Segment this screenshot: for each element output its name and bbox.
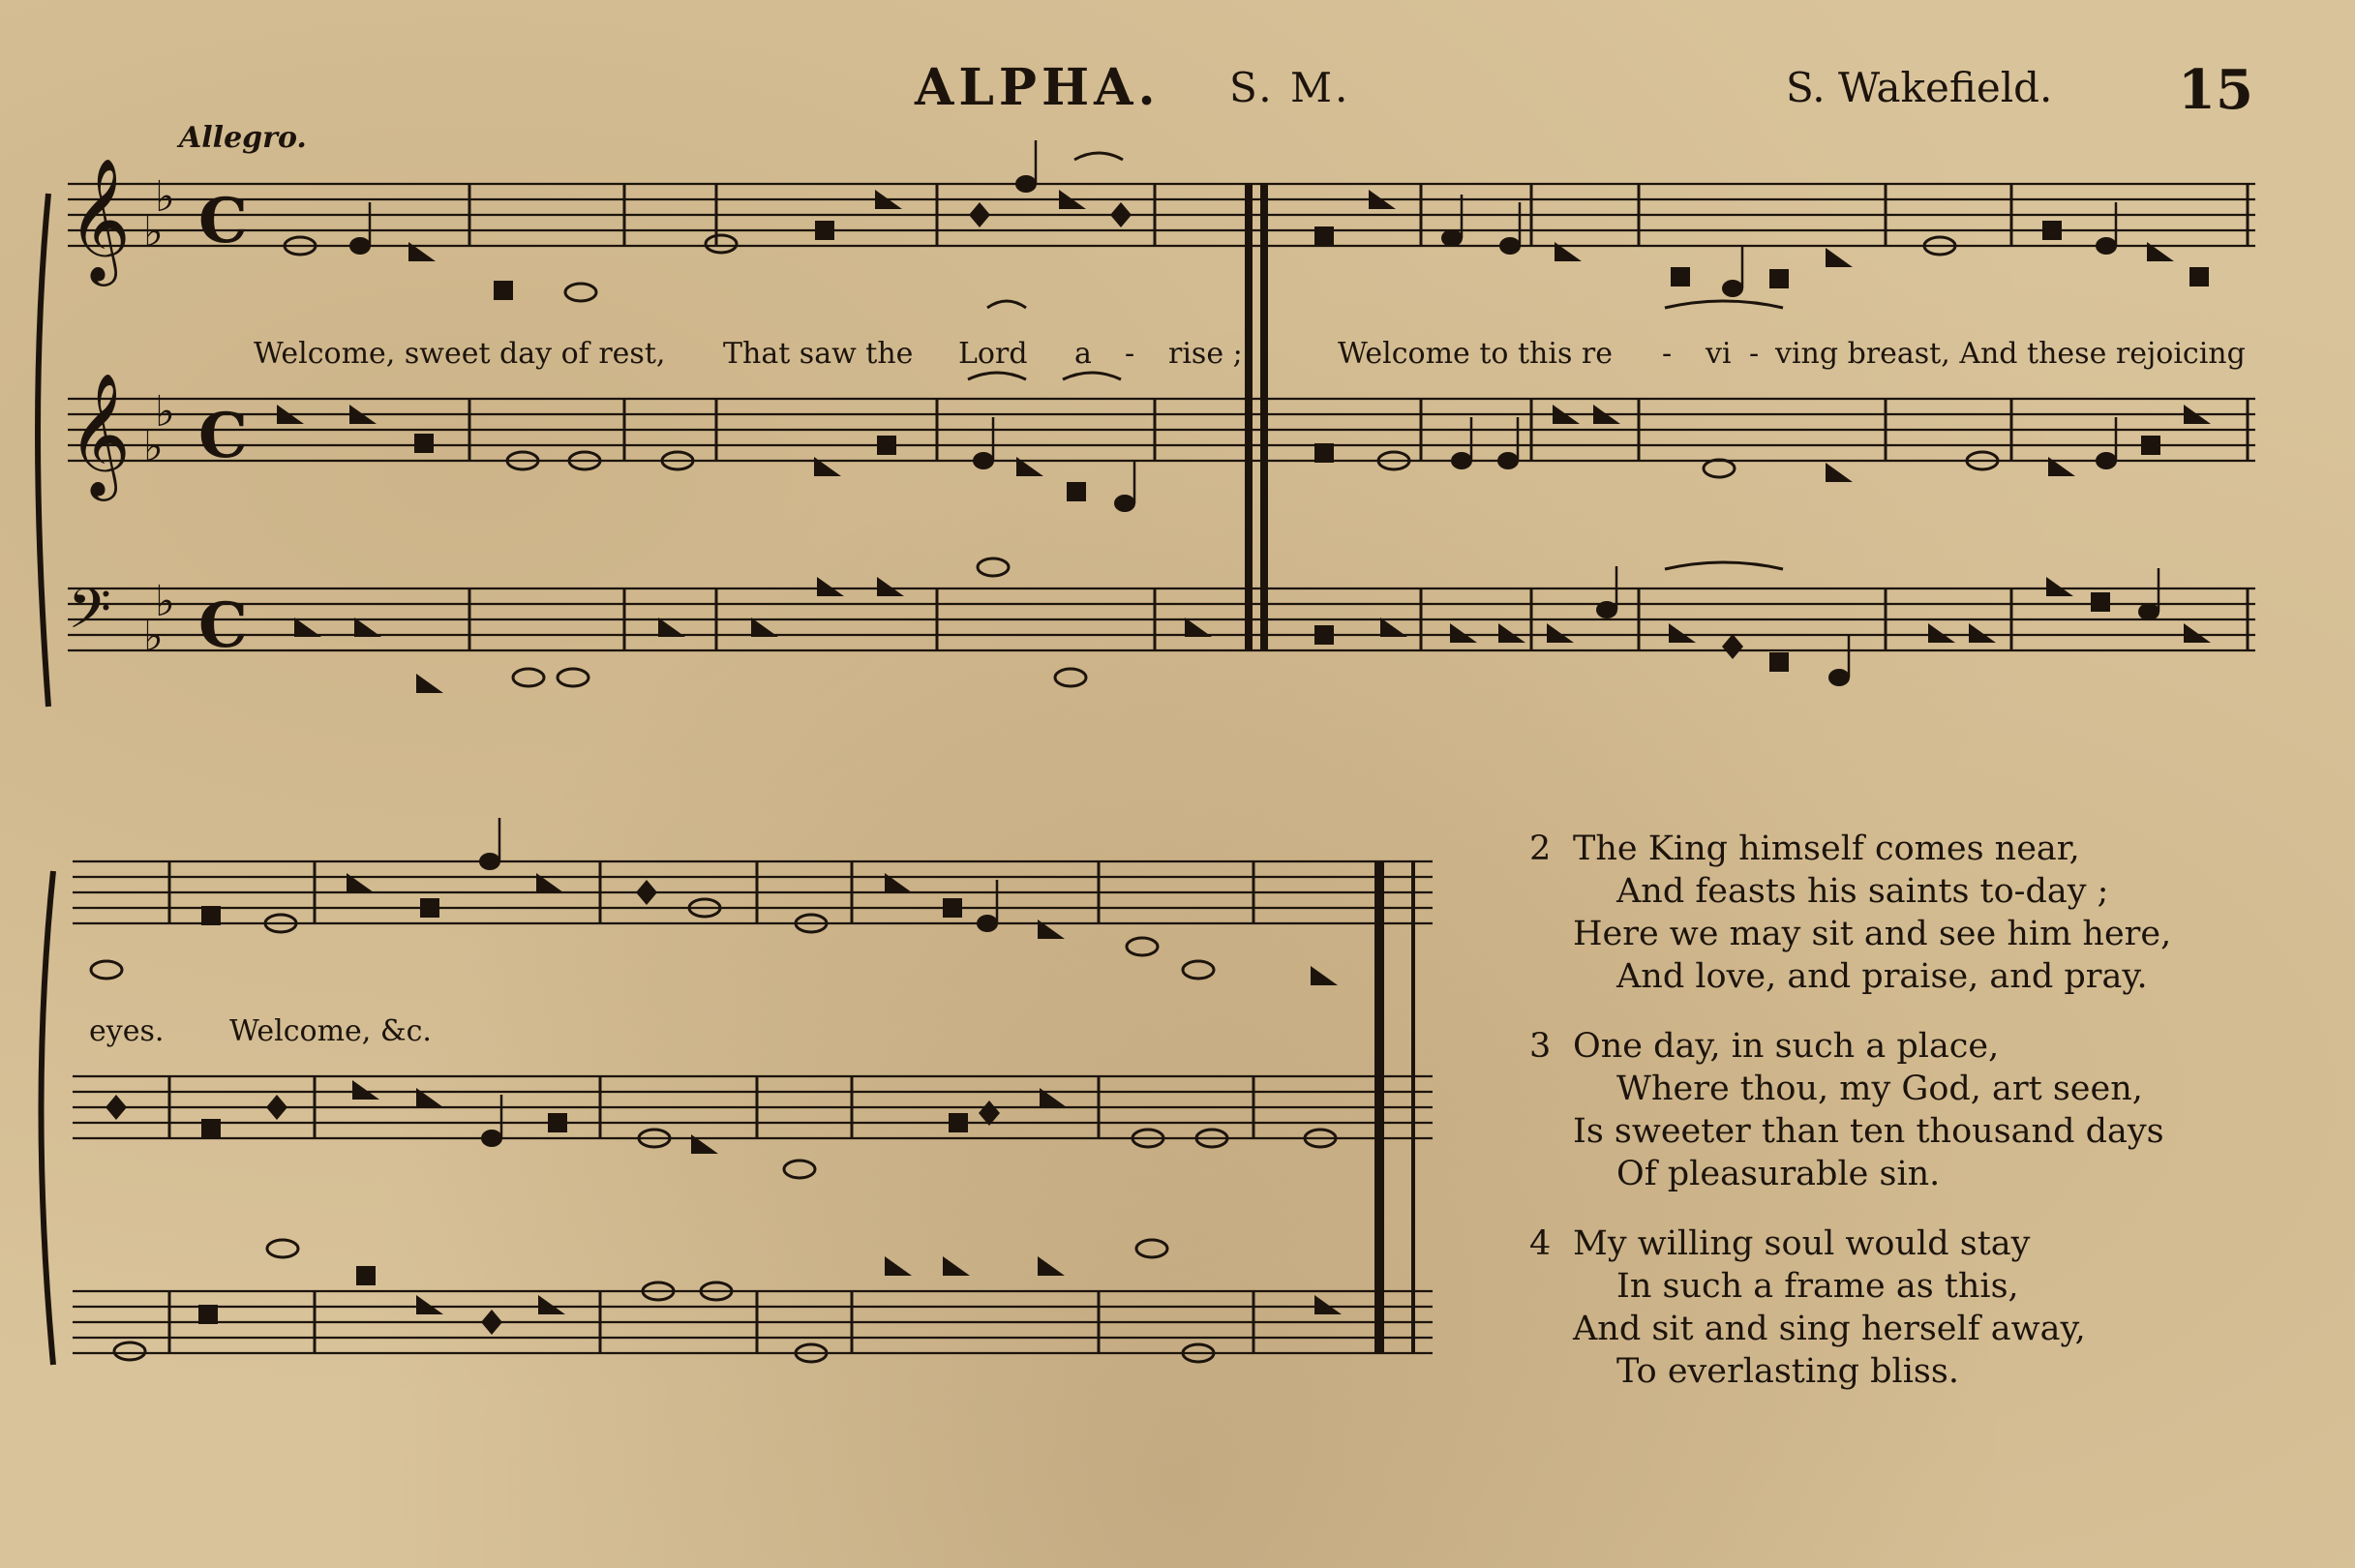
slur-mark <box>968 373 1026 379</box>
lyric-fragment: - <box>1125 337 1135 371</box>
lyric-fragment: Welcome, &c. <box>229 1014 432 1048</box>
lyric-fragment: Lord <box>958 337 1028 371</box>
page-number: 15 <box>2178 58 2253 122</box>
slur-mark <box>1063 373 1121 379</box>
shape-note-square <box>1769 269 1789 288</box>
verse-line: Where thou, my God, art seen, <box>1616 1070 2143 1108</box>
verse-line: And sit and sing herself away, <box>1573 1310 2086 1348</box>
quarter-note <box>2096 237 2117 255</box>
verse-line: Of pleasurable sin. <box>1616 1155 1941 1193</box>
lyric-fragment: rise ; <box>1168 337 1243 371</box>
flat-icon: ♭ <box>143 207 164 256</box>
shape-note-triangle <box>2046 577 2073 596</box>
quarter-note <box>1441 229 1463 247</box>
quarter-note <box>2096 452 2117 469</box>
system-brace <box>38 194 48 707</box>
verse-line: 4 My willing soul would stay <box>1529 1224 2031 1263</box>
verse-line: And feasts his saints to-day ; <box>1616 872 2109 911</box>
shape-note-square <box>198 1305 218 1324</box>
shape-note-triangle <box>1450 623 1477 643</box>
lyric-fragment: Welcome to this re <box>1338 337 1613 371</box>
quarter-note <box>1497 452 1519 469</box>
shape-note-square <box>2091 592 2110 612</box>
whole-note <box>784 1161 815 1178</box>
shape-note-diamond <box>636 880 657 905</box>
shape-note-diamond <box>106 1095 127 1120</box>
quarter-note <box>977 915 998 932</box>
lyric-fragment: - <box>1662 337 1673 371</box>
verse-line: Here we may sit and see him here, <box>1573 915 2172 953</box>
whole-note <box>1136 1240 1167 1257</box>
shape-note-diamond <box>1110 202 1132 227</box>
quarter-note <box>1015 175 1037 193</box>
shape-note-diamond <box>266 1095 287 1120</box>
quarter-note <box>1114 495 1135 512</box>
shape-note-square <box>1769 652 1789 672</box>
lyric-fragment: That saw the <box>723 337 914 371</box>
shape-note-diamond <box>481 1310 502 1335</box>
shape-note-square <box>201 906 221 925</box>
verse-line: In such a frame as this, <box>1616 1267 2019 1306</box>
shape-note-diamond <box>1722 634 1743 659</box>
shape-note-triangle <box>1826 248 1853 267</box>
lyric-fragment: - <box>1749 337 1760 371</box>
whole-note <box>1183 961 1214 979</box>
slur-mark <box>1074 153 1123 160</box>
shape-note-triangle <box>1928 623 1955 643</box>
flat-icon: ♭ <box>143 422 164 471</box>
shape-note-square <box>494 281 513 300</box>
shape-note-triangle <box>538 1295 565 1314</box>
common-time-icon: C <box>198 589 248 662</box>
verse-number: 4 <box>1529 1224 1552 1263</box>
shape-note-square <box>548 1113 567 1132</box>
system-brace <box>42 871 54 1365</box>
common-time-icon: C <box>198 400 248 472</box>
verse-line: To everlasting bliss. <box>1616 1352 1959 1391</box>
lyric-fragment: eyes. <box>89 1014 165 1048</box>
verse-line: And love, and praise, and pray. <box>1616 957 2148 996</box>
shape-note-diamond <box>969 202 990 227</box>
composer-name: S. Wakefield. <box>1786 64 2053 111</box>
whole-note <box>1127 938 1158 955</box>
whole-note <box>267 1240 298 1257</box>
shape-note-square <box>2042 221 2062 240</box>
shape-note-square <box>420 898 439 918</box>
meter-label: S. M. <box>1229 64 1351 111</box>
flat-icon: ♭ <box>155 577 175 626</box>
quarter-note <box>2138 603 2159 620</box>
shape-note-triangle <box>416 674 443 693</box>
verse-number: 3 <box>1529 1027 1552 1066</box>
quarter-note <box>349 237 371 255</box>
slur-mark <box>1665 562 1783 569</box>
quarter-note <box>1828 669 1850 686</box>
tempo-marking: Allegro. <box>179 121 307 155</box>
shape-note-square <box>2141 436 2160 455</box>
shape-note-square <box>815 221 834 240</box>
whole-note <box>91 961 122 979</box>
whole-note <box>558 669 589 686</box>
shape-note-triangle <box>885 1256 912 1276</box>
hymn-title: ALPHA. <box>915 58 1161 117</box>
shape-note-triangle <box>1669 623 1696 643</box>
verse-line: 2 The King himself comes near, <box>1529 829 2080 868</box>
slur-mark <box>1665 301 1783 308</box>
shape-note-triangle <box>352 1080 379 1100</box>
shape-note-triangle <box>877 577 904 596</box>
shape-note-square <box>1314 226 1334 246</box>
flat-icon: ♭ <box>155 172 175 222</box>
verse-line: Is sweeter than ten thousand days <box>1573 1112 2164 1151</box>
shape-note-triangle <box>1038 1256 1065 1276</box>
shape-note-square <box>356 1266 376 1285</box>
verse-number: 2 <box>1529 829 1552 868</box>
quarter-note <box>973 452 994 469</box>
shape-note-triangle <box>1498 623 1525 643</box>
quarter-note <box>1499 237 1521 255</box>
quarter-note <box>1451 452 1472 469</box>
shape-note-triangle <box>817 577 844 596</box>
whole-note <box>1055 669 1086 686</box>
shape-note-square <box>414 434 434 453</box>
whole-note <box>978 558 1009 576</box>
quarter-note <box>1596 601 1617 618</box>
quarter-note <box>1722 280 1743 297</box>
shape-note-triangle <box>2184 623 2211 643</box>
shape-note-square <box>877 436 896 455</box>
flat-icon: ♭ <box>155 387 175 437</box>
shape-note-square <box>201 1119 221 1138</box>
common-time-icon: C <box>198 185 248 257</box>
shape-note-triangle <box>943 1256 970 1276</box>
shape-note-square <box>1671 267 1690 286</box>
lyric-fragment: ving breast, And these rejoicing <box>1775 337 2246 371</box>
shape-note-triangle <box>1311 966 1338 985</box>
quarter-note <box>479 853 500 870</box>
treble-clef-icon: 𝄞 <box>68 372 132 496</box>
bass-clef-icon: 𝄢 <box>68 576 112 655</box>
shape-note-triangle <box>1547 623 1574 643</box>
verse-2 <box>1529 828 2323 998</box>
shape-note-triangle <box>1314 1295 1342 1314</box>
whole-note <box>114 1342 145 1360</box>
lyric-fragment: a <box>1074 337 1092 371</box>
additional-verses <box>1529 828 2323 1420</box>
flat-icon: ♭ <box>143 612 164 661</box>
verse-line: 3 One day, in such a place, <box>1529 1027 2000 1066</box>
whole-note <box>513 669 544 686</box>
whole-note <box>565 284 596 301</box>
shape-note-triangle <box>1969 623 1996 643</box>
quarter-note <box>481 1130 502 1147</box>
verse-4 <box>1529 1222 2323 1393</box>
shape-note-square <box>1314 625 1334 645</box>
whole-note <box>706 235 737 253</box>
verse-3 <box>1529 1025 2323 1195</box>
slur-mark <box>987 301 1026 308</box>
shape-note-square <box>943 898 962 918</box>
shape-note-square <box>949 1113 968 1132</box>
shape-note-square <box>1067 482 1086 501</box>
lyric-fragment: Welcome, sweet day of rest, <box>254 337 666 371</box>
shape-note-square <box>2189 267 2209 286</box>
shape-note-square <box>1314 443 1334 463</box>
whole-note <box>1704 460 1735 477</box>
treble-clef-icon: 𝄞 <box>68 157 132 281</box>
lyric-fragment: vi <box>1706 337 1732 371</box>
shape-note-triangle <box>1826 463 1853 482</box>
shape-note-triangle <box>416 1295 443 1314</box>
